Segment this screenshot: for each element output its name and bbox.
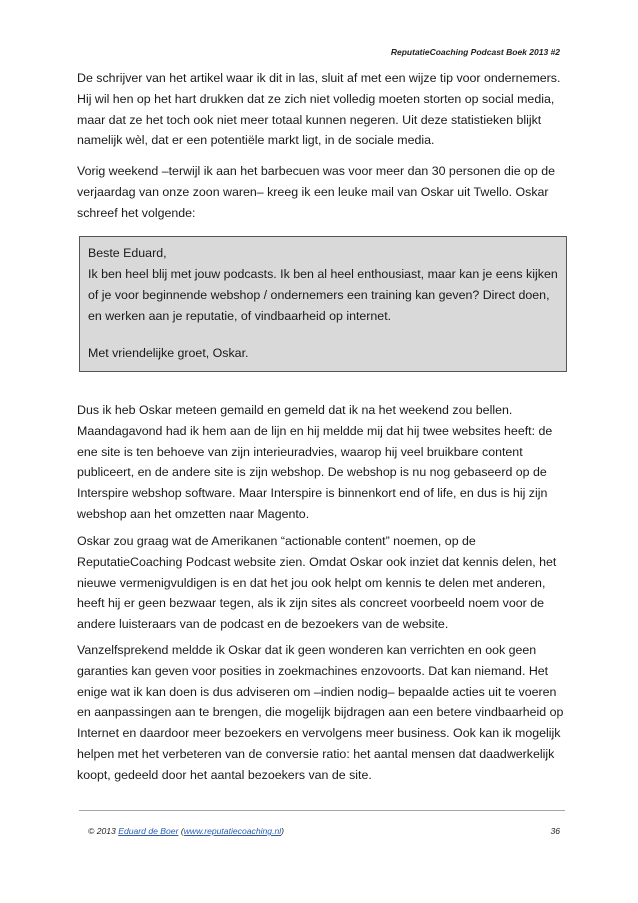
paren-close: ) [281,826,285,836]
quoted-letter-box [79,236,567,372]
paragraph-expectations [77,640,569,786]
copyright-text: © 2013 [88,826,119,836]
paragraph-text: Vorig weekend –terwijl ik aan het barbecuen was voor meer dan 30 personen die op de verjaardag van onze zoon waren– kreeg ik een leuke mail van Oskar uit Twello. Oskar schreef het volgende: [77,164,556,220]
author-link[interactable]: Eduard de Boer [118,826,179,836]
paragraph-actionable-content [77,531,569,635]
letter-closing: Met vriendelijke groet, Oskar. [88,346,249,360]
letter-greeting: Beste Eduard, [88,246,167,260]
letter-body: Ik ben heel blij met jouw podcasts. Ik ben al heel enthousiast, maar kan je eens kijken of je voor beginnende webshop / ondernemers een training kan geven? Direct doen, en werken aan je reputatie, of vindbaarheid op internet. [88,267,558,323]
paragraph-text: De schrijver van het artikel waar ik dit in las, sluit af met een wijze tip voor ondernemers. Hij wil hen op het hart drukken dat ze zich niet volledig moeten storten op social media, maar dat ze het toch ook niet meer totaal kunnen negeren. Uit deze statistieken blijkt namelijk wèl, dat er een potentiële markt ligt, in de sociale media. [77,71,561,148]
footer-divider [79,810,565,811]
paragraph-text: Dus ik heb Oskar meteen gemaild en gemeld dat ik na het weekend zou bellen. Maandagavond had ik hem aan de lijn en hij meldde mij dat hij twee websites heeft: de ene site is ten behoeve van zijn interieuradvies, waarop hij veel bruikbare content publiceert, en de andere site is zijn webshop. De webshop is nu nog gebaseerd op de Interspire webshop software. Maar Interspire is binnenkort end of life, en dus is hij zijn webshop aan het omzetten naar Magento. [77,403,553,521]
website-link[interactable]: www.reputatiecoaching.nl [183,826,282,836]
paragraph-intro [77,68,569,151]
paragraph-weekend [77,161,569,223]
paren-open: ( [178,826,184,836]
page-number: 36 [550,826,560,836]
running-header: ReputatieCoaching Podcast Boek 2013 #2 [390,47,560,57]
paragraph-text: Oskar zou graag wat de Amerikanen “actionable content” noemen, op de ReputatieCoaching Podcast website zien. Omdat Oskar ook inziet dat kennis delen, het nieuwe vermenigvuldigen is en dat het jou ook helpt om kennis te delen met anderen, heeft hij er geen bezwaar tegen, als ik zijn sites als concreet voorbeeld noem voor de andere luisteraars van de podcast en de bezoekers van de website. [77,534,557,632]
page-footer [88,826,560,836]
paragraph-phone-call [77,400,569,525]
paragraph-text: Vanzelfsprekend meldde ik Oskar dat ik geen wonderen kan verrichten en ook geen garanties kan geven voor posities in zoekmachines enzovoorts. Dat kan niemand. Het enige wat ik kan doen is dus adviseren om –indien nodig– bepaalde acties uit te voeren en aanpassingen aan te brengen, die mogelijk bijdragen aan een betere vindbaarheid op Internet en daardoor meer bezoekers en vervolgens meer business. Ook kan ik mogelijk helpen met het verbeteren van de conversie ratio: het aantal mensen dat daadwerkelijk koopt, gedeeld door het aantal bezoekers van de site. [77,643,564,782]
